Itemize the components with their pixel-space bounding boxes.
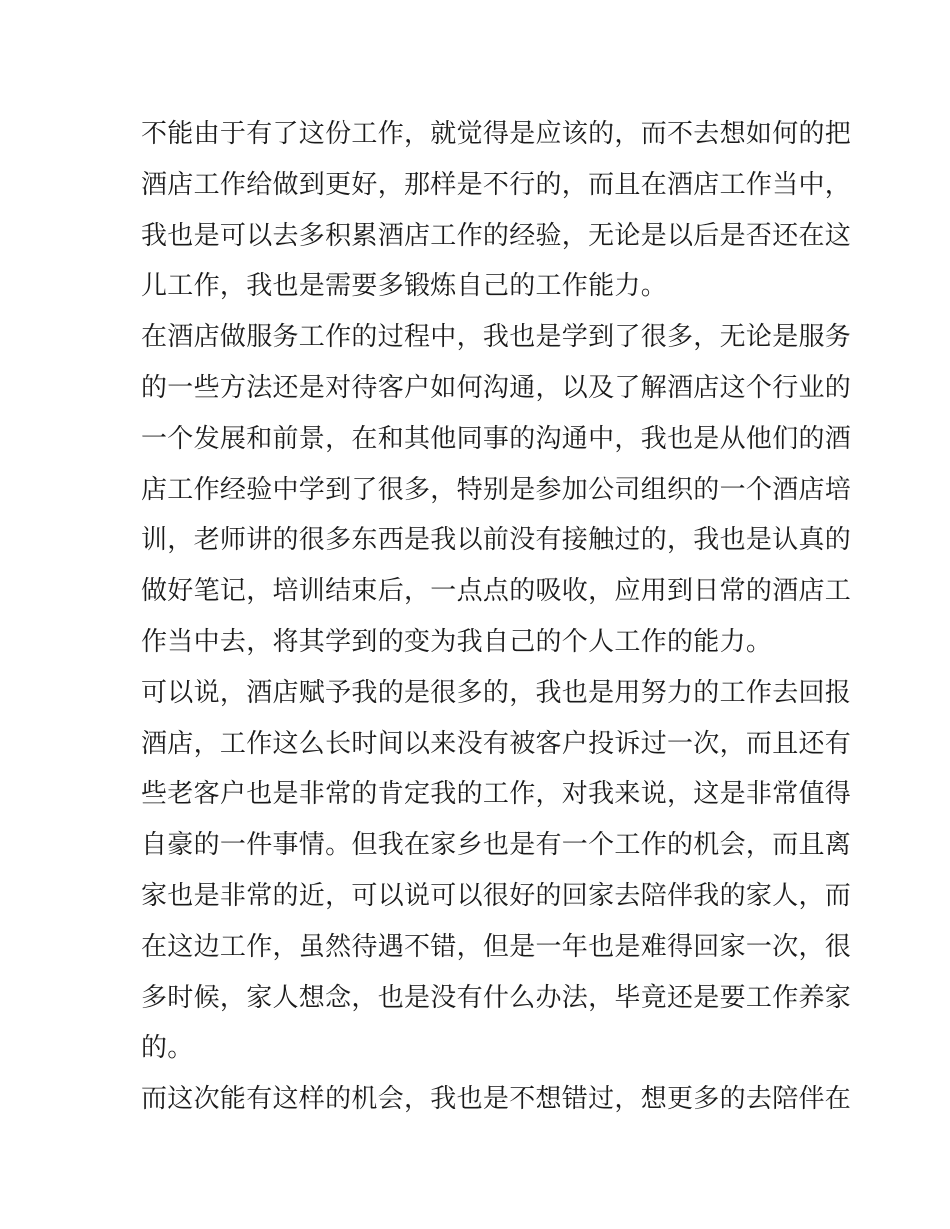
text-line: 一个发展和前景，在和其他同事的沟通中，我也是从他们的酒	[141, 423, 852, 454]
text-line: 在这边工作，虽然待遇不错，但是一年也是难得回家一次，很	[141, 931, 852, 962]
text-line: 训，老师讲的很多东西是我以前没有接触过的，我也是认真的	[141, 525, 852, 556]
text-line: 我也是可以去多积累酒店工作的经验，无论是以后是否还在这	[141, 220, 852, 251]
text-line: 多时候，家人想念，也是没有什么办法，毕竟还是要工作养家	[141, 982, 852, 1013]
text-line: 店工作经验中学到了很多，特别是参加公司组织的一个酒店培	[141, 474, 852, 505]
text-line: 做好笔记，培训结束后，一点点的吸收，应用到日常的酒店工	[141, 576, 852, 607]
text-line: 酒店，工作这么长时间以来没有被客户投诉过一次，而且还有	[141, 728, 852, 759]
text-line: 不能由于有了这份工作，就觉得是应该的，而不去想如何的把	[141, 119, 852, 149]
text-line: 自豪的一件事情。但我在家乡也是有一个工作的机会，而且离	[141, 830, 852, 861]
text-line: 而这次能有这样的机会，我也是不想错过，想更多的去陪伴在	[141, 1084, 852, 1115]
text-line: 家也是非常的近，可以说可以很好的回家去陪伴我的家人，而	[141, 880, 852, 911]
text-line: 些老客户也是非常的肯定我的工作，对我来说，这是非常值得	[141, 779, 852, 810]
text-line: 可以说，酒店赋予我的是很多的，我也是用努力的工作去回报	[141, 677, 852, 708]
document-body	[141, 109, 852, 1125]
text-line: 作当中去，将其学到的变为我自己的个人工作的能力。	[141, 626, 773, 657]
text-line: 在酒店做服务工作的过程中，我也是学到了很多，无论是服务	[141, 322, 852, 353]
text-line: 的一些方法还是对待客户如何沟通，以及了解酒店这个行业的	[141, 372, 852, 403]
text-line: 的。	[141, 1033, 194, 1064]
text-line: 酒店工作给做到更好，那样是不行的，而且在酒店工作当中，	[141, 169, 852, 200]
text-line: 儿工作，我也是需要多锻炼自己的工作能力。	[141, 271, 668, 302]
